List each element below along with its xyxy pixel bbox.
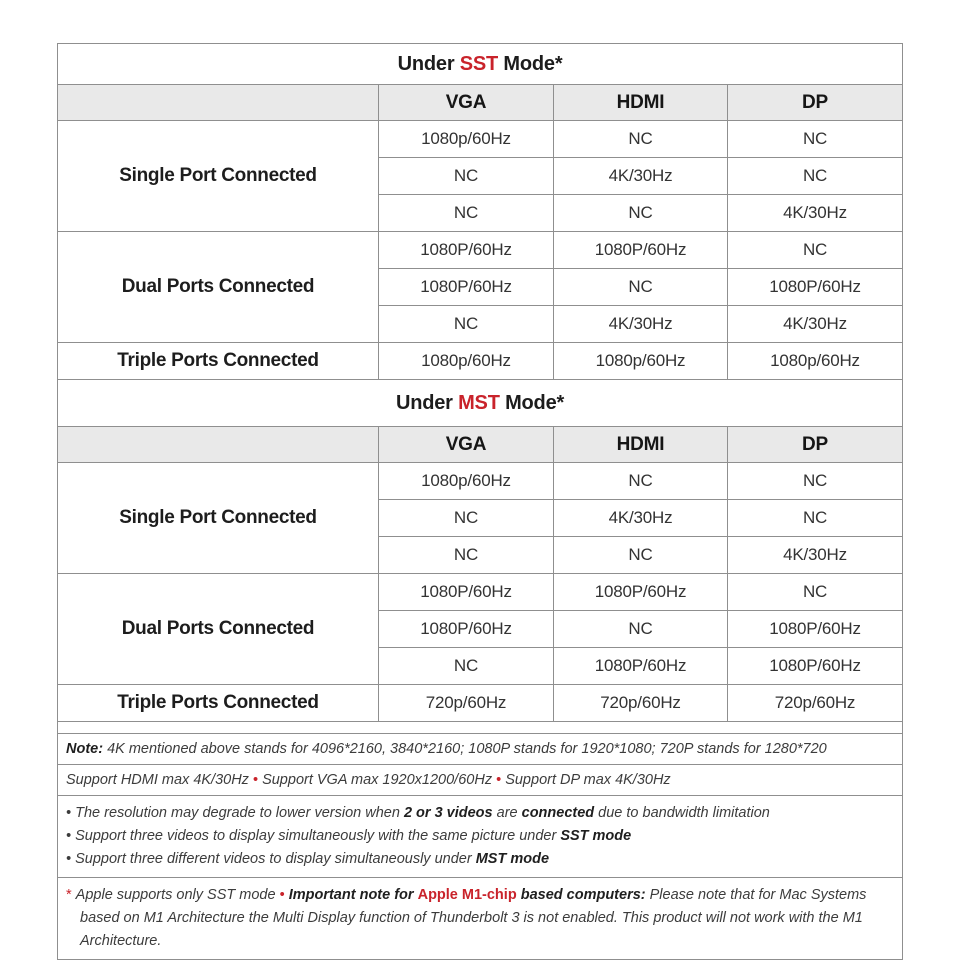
column-header-hdmi: HDMI [554,427,728,463]
mst-mode-label: MST [458,391,500,414]
resolution-note: Note: 4K mentioned above stands for 4096*2160, 3840*2160; 1080P stands for 1920*1080; 720P stands for 1280*720 [58,734,903,765]
value-cell: 4K/30Hz [554,306,728,343]
table-row [58,685,903,722]
bullet-note-line: • Support three different videos to display simultaneously under MST mode [66,851,550,867]
value-cell: 1080P/60Hz [728,269,903,306]
value-cell: 1080P/60Hz [554,648,728,685]
value-cell: 4K/30Hz [728,306,903,343]
note-row-apple [58,878,903,960]
column-header-dp: DP [728,427,903,463]
value-cell: 1080P/60Hz [554,574,728,611]
resolution-table [57,43,903,960]
row-label-single-port: Single Port Connected [58,463,379,574]
value-cell: NC [554,269,728,306]
sst-mode-label: SST [459,52,499,75]
spec-sheet [57,43,902,960]
bullet-note-line: • The resolution may degrade to lower version when 2 or 3 videos are connected due to bandwidth limitation [66,805,770,821]
sst-title-row [58,44,903,85]
mst-title [58,380,903,427]
row-label-triple-ports: Triple Ports Connected [58,685,379,722]
support-note: Support HDMI max 4K/30Hz • Support VGA max 1920x1200/60Hz • Support DP max 4K/30Hz [58,765,903,796]
value-cell: 4K/30Hz [554,158,728,195]
note-row-resolutions [58,734,903,765]
table-row [58,463,903,500]
value-cell: NC [379,306,554,343]
value-cell: NC [379,158,554,195]
title-prefix: Under [397,52,460,75]
spacer-row [58,722,903,734]
value-cell: NC [554,195,728,232]
title-suffix: Mode* [498,52,563,75]
value-cell: 1080P/60Hz [379,611,554,648]
note-row-support [58,765,903,796]
row-label-triple-ports: Triple Ports Connected [58,343,379,380]
value-cell: 1080P/60Hz [728,611,903,648]
value-cell: 1080p/60Hz [728,343,903,380]
value-cell: NC [728,232,903,269]
value-cell: NC [728,121,903,158]
value-cell: NC [379,500,554,537]
value-cell: NC [554,121,728,158]
value-cell: 4K/30Hz [728,195,903,232]
value-cell: 1080p/60Hz [379,343,554,380]
value-cell: 1080p/60Hz [379,463,554,500]
value-cell: 4K/30Hz [728,537,903,574]
mst-header-row [58,427,903,463]
corner-cell [58,85,379,121]
spacer-cell [58,722,903,734]
table-row [58,121,903,158]
value-cell: 720p/60Hz [379,685,554,722]
title-suffix: Mode* [499,391,565,414]
column-header-hdmi: HDMI [554,85,728,121]
value-cell: NC [554,537,728,574]
table-row [58,232,903,269]
value-cell: NC [728,463,903,500]
table-row [58,343,903,380]
apple-note-text: * Apple supports only SST mode • Important note for Apple M1-chip based computers: Please note that for Mac Systems based on M1 Architecture the Multi Display function of Thunderbolt 3 is not enabled. This product will not work with the M1 Architecture. [66,887,867,949]
column-header-vga: VGA [379,427,554,463]
value-cell: NC [728,574,903,611]
value-cell: NC [379,537,554,574]
row-label-dual-ports: Dual Ports Connected [58,574,379,685]
value-cell: 1080P/60Hz [554,232,728,269]
value-cell: 720p/60Hz [728,685,903,722]
row-label-dual-ports: Dual Ports Connected [58,232,379,343]
value-cell: NC [554,611,728,648]
value-cell: NC [379,648,554,685]
bullet-notes [58,796,903,878]
sst-title [58,44,903,85]
column-header-dp: DP [728,85,903,121]
note-row-bullets [58,796,903,878]
mst-title-row [58,380,903,427]
value-cell: 4K/30Hz [554,500,728,537]
corner-cell [58,427,379,463]
apple-note [58,878,903,960]
value-cell: 1080P/60Hz [379,232,554,269]
sst-header-row [58,85,903,121]
title-prefix: Under [395,391,459,414]
value-cell: NC [728,158,903,195]
column-header-vga: VGA [379,85,554,121]
bullet-note-line: • Support three videos to display simultaneously with the same picture under SST mode [66,828,632,844]
value-cell: 1080P/60Hz [379,574,554,611]
value-cell: 1080P/60Hz [379,269,554,306]
value-cell: NC [728,500,903,537]
value-cell: NC [379,195,554,232]
row-label-single-port: Single Port Connected [58,121,379,232]
value-cell: 1080P/60Hz [728,648,903,685]
value-cell: NC [554,463,728,500]
value-cell: 1080p/60Hz [554,343,728,380]
value-cell: 720p/60Hz [554,685,728,722]
value-cell: 1080p/60Hz [379,121,554,158]
table-row [58,574,903,611]
